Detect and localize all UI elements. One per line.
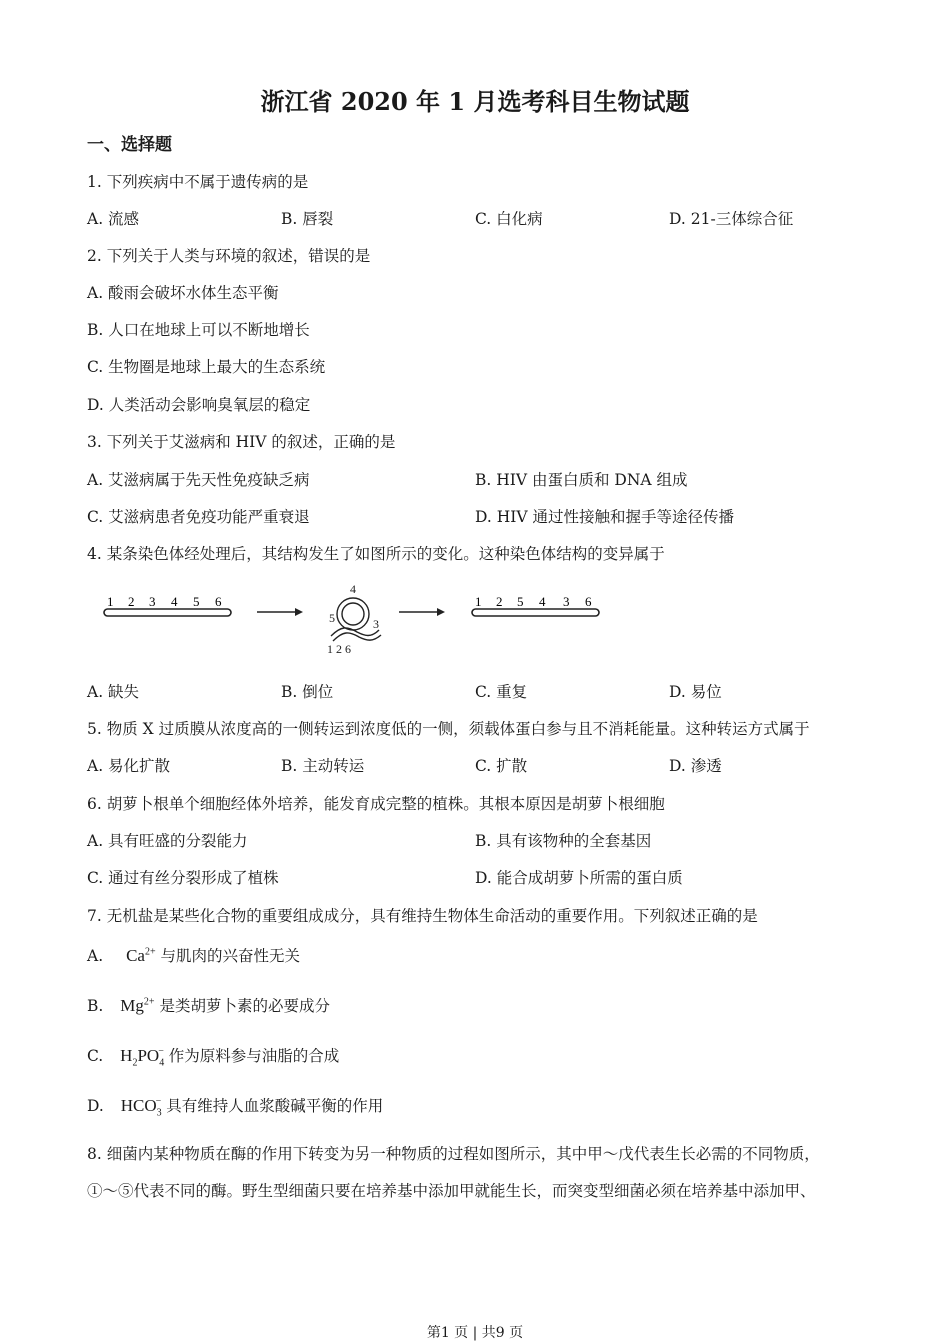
q7-option-a-formula: $Ca^{2+}$	[126, 946, 156, 965]
q1-option-c: C. 白化病	[475, 210, 543, 228]
result-label-2: 2	[496, 594, 503, 609]
result-label-4: 4	[539, 594, 546, 609]
q7-option-b-letter: B.	[87, 997, 104, 1015]
original-label-1: 1	[107, 594, 114, 609]
q1-option-d: D. 21-三体综合征	[669, 210, 794, 228]
q4-option-d: D. 易位	[669, 683, 722, 701]
question-5-stem: 5. 物质 X 过质膜从浓度高的一侧转运到浓度低的一侧，须载体蛋白参与且不消耗能量。这种转运方式属于	[87, 720, 810, 738]
chromosome-inversion-figure	[95, 580, 615, 660]
loop-label-left: 5	[329, 611, 335, 625]
q7-option-b	[87, 994, 330, 1016]
question-3-stem: 3. 下列关于艾滋病和 HIV 的叙述，正确的是	[87, 433, 396, 451]
original-label-2: 2	[128, 594, 135, 609]
question-8-stem-line-1: 8. 细菌内某种物质在酶的作用下转变为另一种物质的过程如图所示，其中甲～戊代表生长必需的不同物质，	[87, 1145, 820, 1163]
question-7-stem: 7. 无机盐是某些化合物的重要组成成分，具有维持生物体生命活动的重要作用。下列叙述正确的是	[87, 907, 758, 925]
loop-label-right: 3	[373, 617, 379, 631]
q6-option-a: A. 具有旺盛的分裂能力	[87, 832, 248, 850]
result-chromosome	[472, 594, 599, 616]
q7-option-d-formula: $HCO_3^-$	[120, 1096, 162, 1119]
result-label-1: 1	[475, 594, 482, 609]
loop-label-top: 4	[350, 582, 356, 596]
arrow-2	[399, 608, 445, 616]
question-6-stem: 6. 胡萝卜根单个细胞经体外培养，能发育成完整的植株。其根本原因是胡萝卜根细胞	[87, 795, 665, 813]
q7-option-c-letter: C.	[87, 1047, 104, 1065]
q7-option-a-text: 与肌肉的兴奋性无关	[160, 947, 301, 965]
q2-option-b: B. 人口在地球上可以不断地增长	[87, 321, 310, 339]
q7-option-a	[87, 944, 300, 966]
q7-option-c-text: 作为原料参与油脂的合成	[168, 1047, 340, 1065]
q5-option-d: D. 渗透	[669, 757, 722, 775]
section-heading: 一、选择题	[87, 135, 172, 155]
q7-option-d-letter: D.	[87, 1097, 104, 1115]
loop-label-bottom: 1 2 6	[327, 642, 351, 656]
q3-option-d: D. HIV 通过性接触和握手等途径传播	[475, 508, 734, 526]
question-8-stem-line-2: ①～⑤代表不同的酶。野生型细菌只要在培养基中添加甲就能生长，而突变型细菌必须在培养基中添加甲、	[87, 1182, 816, 1200]
q7-option-b-text: 是类胡萝卜素的必要成分	[159, 997, 330, 1015]
q7-option-c-formula: $H_2PO_4^-$	[120, 1046, 165, 1069]
question-1-stem: 1. 下列疾病中不属于遗传病的是	[87, 173, 309, 191]
q3-option-c: C. 艾滋病患者免疫功能严重衰退	[87, 508, 310, 526]
q5-option-b: B. 主动转运	[281, 757, 365, 775]
page-footer: 第1 页 | 共9 页	[426, 1325, 524, 1341]
q5-option-c: C. 扩散	[475, 757, 528, 775]
question-2-stem: 2. 下列关于人类与环境的叙述，错误的是	[87, 247, 371, 265]
original-label-3: 3	[149, 594, 156, 609]
q7-option-c	[87, 1044, 339, 1068]
original-label-4: 4	[171, 594, 178, 609]
looped-chromosome	[327, 582, 381, 656]
arrow-1	[257, 608, 303, 616]
q4-option-a: A. 缺失	[87, 683, 140, 701]
q4-option-b: B. 倒位	[281, 683, 334, 701]
q7-option-a-letter: A.	[87, 947, 104, 965]
q1-option-b: B. 唇裂	[281, 210, 334, 228]
original-label-5: 5	[193, 594, 200, 609]
q4-option-c: C. 重复	[475, 683, 528, 701]
result-label-5: 3	[563, 594, 570, 609]
q5-option-a: A. 易化扩散	[87, 757, 171, 775]
result-label-6: 6	[585, 594, 592, 609]
q3-option-a: A. 艾滋病属于先天性免疫缺乏病	[87, 471, 310, 489]
q7-option-d	[87, 1094, 383, 1118]
original-chromosome	[104, 594, 231, 616]
q2-option-d: D. 人类活动会影响臭氧层的稳定	[87, 396, 311, 414]
q7-option-d-text: 具有维持人血浆酸碱平衡的作用	[166, 1097, 384, 1115]
original-label-6: 6	[215, 594, 222, 609]
result-label-3: 5	[517, 594, 524, 609]
q7-option-b-formula: $Mg^{2+}$	[120, 996, 155, 1015]
q3-option-b: B. HIV 由蛋白质和 DNA 组成	[475, 471, 688, 489]
q2-option-a: A. 酸雨会破坏水体生态平衡	[87, 284, 279, 302]
q6-option-c: C. 通过有丝分裂形成了植株	[87, 869, 279, 887]
page-title: 浙江省 2020 年 1 月选考科目生物试题	[260, 87, 690, 116]
q1-option-a: A. 流感	[87, 210, 140, 228]
q6-option-d: D. 能合成胡萝卜所需的蛋白质	[475, 869, 683, 887]
question-4-stem: 4. 某条染色体经处理后，其结构发生了如图所示的变化。这种染色体结构的变异属于	[87, 545, 665, 563]
q2-option-c: C. 生物圈是地球上最大的生态系统	[87, 358, 326, 376]
q6-option-b: B. 具有该物种的全套基因	[475, 832, 652, 850]
